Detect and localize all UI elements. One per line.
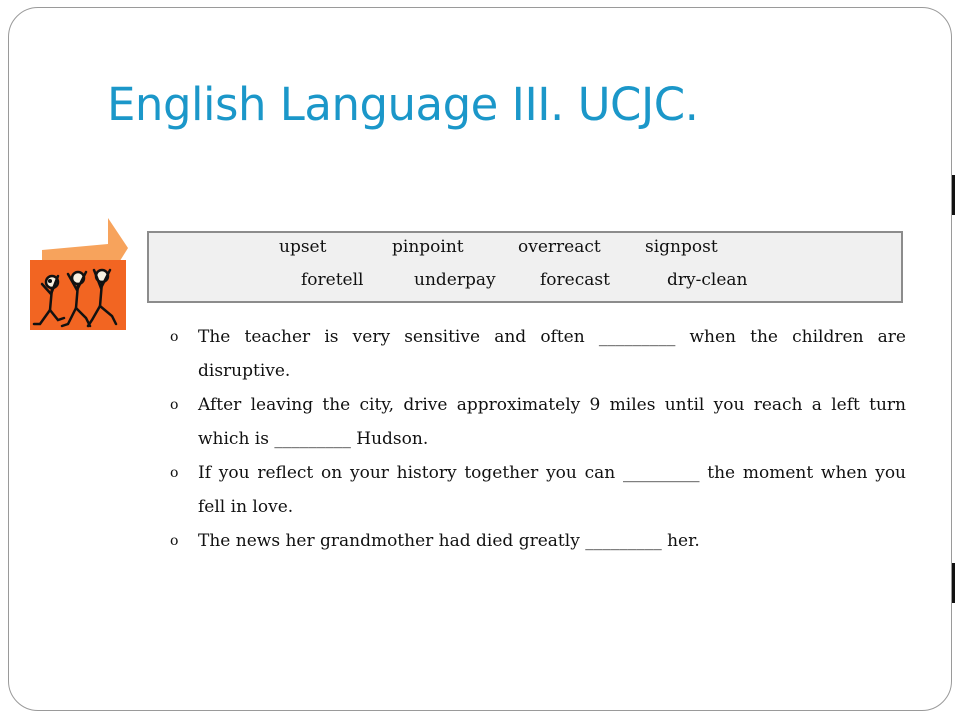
question-text-line: disruptive.: [198, 361, 291, 381]
list-item: [170, 388, 906, 456]
word-upset: upset: [279, 237, 327, 257]
question-text-line: After leaving the city, drive approximately 9 miles until you reach a left turn: [198, 395, 906, 415]
slide-edge-mark-top: [952, 175, 955, 215]
people-carrying-arrow-icon: [28, 214, 132, 334]
word-signpost: signpost: [645, 237, 718, 257]
slide-edge-mark-bottom: [952, 563, 955, 603]
question-text-line: which is _________ Hudson.: [198, 429, 429, 449]
bullet-marker: o: [170, 329, 179, 345]
word-pinpoint: pinpoint: [392, 237, 464, 257]
word-forecast: forecast: [540, 270, 610, 290]
word-foretell: foretell: [301, 270, 364, 290]
list-item: [170, 524, 906, 558]
question-text-line: The teacher is very sensitive and often _________ when the children are: [198, 327, 906, 347]
word-underpay: underpay: [414, 270, 496, 290]
bullet-marker: o: [170, 397, 179, 413]
list-item: [170, 320, 906, 388]
list-item: [170, 456, 906, 524]
question-text-line: If you reflect on your history together you can _________ the moment when you: [198, 463, 906, 483]
bullet-marker: o: [170, 465, 179, 481]
question-text-line: fell in love.: [198, 497, 294, 517]
slide-title: English Language III. UCJC.: [107, 78, 699, 131]
exercise-list: [170, 320, 906, 558]
word-bank: [147, 231, 903, 303]
word-dry-clean: dry-clean: [667, 270, 748, 290]
bullet-marker: o: [170, 533, 179, 549]
question-text-line: The news her grandmother had died greatly _________ her.: [198, 531, 700, 551]
word-overreact: overreact: [518, 237, 601, 257]
